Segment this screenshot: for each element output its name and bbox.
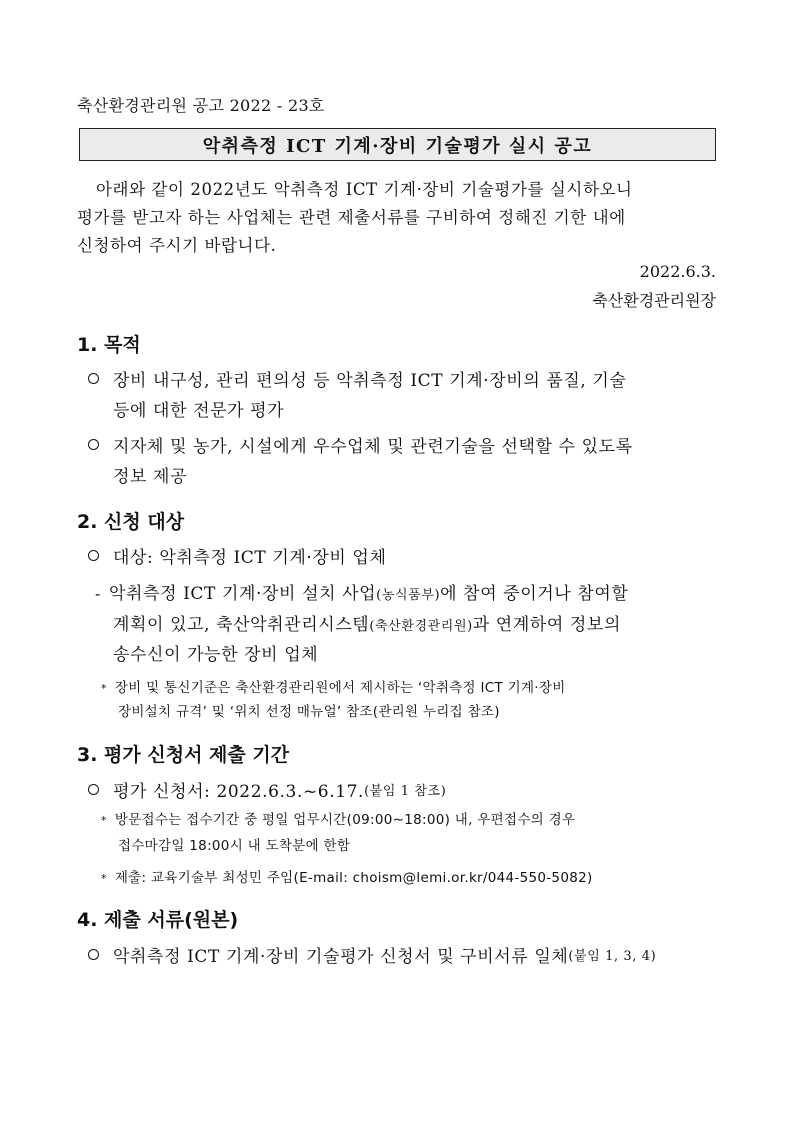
hollow-circle-icon: [88, 949, 99, 960]
note-text: 장비 및 통신기준은 축산환경관리원에서 제시하는 ‘악취측정 ICT 기계·장비: [114, 680, 566, 696]
hollow-circle-icon: [88, 373, 99, 384]
dash-text: 과 연계하여 정보의: [472, 615, 621, 635]
bullet-text: 지자체 및 농가, 시설에게 우수업체 및 관련기술을 선택할 수 있도록: [113, 437, 633, 457]
section-3-note-2: [101, 866, 593, 886]
section-2-dash-line-2: [113, 610, 621, 635]
dash-text: 에 참여 중이거나 참여할: [440, 584, 629, 604]
section-2-dash-line-1: [95, 579, 628, 604]
note-text: 방문접수는 접수기간 중 평일 업무시간(09:00∼18:00) 내, 우편접수의 경우: [114, 812, 576, 828]
bullet-text-small: (붙임 1, 3, 4): [568, 949, 657, 964]
hollow-circle-icon: [88, 439, 99, 450]
section-1-bullet-1: [88, 366, 626, 391]
section-2-note-line-1: [101, 676, 566, 696]
notice-date: 2022.6.3.: [639, 262, 716, 281]
section-2-note-line-2: 장비설치 규격’ 및 ‘위치 선정 매뉴얼’ 참조(관리원 누리집 참조): [118, 704, 500, 720]
bullet-text: 장비 내구성, 관리 편의성 등 악취측정 ICT 기계·장비의 품질, 기술: [113, 371, 627, 391]
section-1-heading: 1. 목적: [77, 334, 141, 356]
bullet-text: 대상: 악취측정 ICT 기계·장비 업체: [113, 548, 387, 568]
section-4-bullet-1: [88, 942, 656, 967]
bullet-text: 악취측정 ICT 기계·장비 기술평가 신청서 및 구비서류 일체: [113, 947, 569, 967]
notice-number: 축산환경관리원 공고 2022 - 23호: [77, 96, 325, 115]
note-marker: *: [101, 682, 107, 695]
dash-text-small: (축산환경관리원): [369, 619, 473, 634]
note-marker: *: [101, 814, 107, 827]
intro-line-3: 신청하여 주시기 바랍니다.: [77, 236, 277, 255]
dash-text-small: (농식품부): [376, 588, 441, 603]
bullet-text: 평가 신청서: 2022.6.3.~6.17.: [113, 782, 365, 802]
section-3-note-1-line-1: [101, 808, 575, 828]
dash-text: 악취측정 ICT 기계·장비 설치 사업: [109, 584, 377, 604]
intro-line-2: 평가를 받고자 하는 사업체는 관련 제출서류를 구비하여 정해진 기한 내에: [77, 208, 626, 227]
intro-line-1: 아래와 같이 2022년도 악취측정 ICT 기계·장비 기술평가를 실시하오니: [96, 180, 633, 199]
section-2-dash-line-3: 송수신이 가능한 장비 업체: [113, 645, 319, 665]
document-title: 악취측정 ICT 기계·장비 기술평가 실시 공고: [202, 135, 593, 157]
section-1-bullet-1-cont: 등에 대한 전문가 평가: [113, 401, 285, 421]
section-4-heading: 4. 제출 서류(원본): [77, 909, 239, 931]
issuer-name: 축산환경관리원장: [592, 291, 716, 310]
title-box: [79, 128, 716, 161]
note-marker: *: [101, 872, 107, 885]
note-text: 제출: 교육기술부 최성민 주임(E-mail: choism@lemi.or.kr/044-550-5082): [114, 870, 593, 886]
section-2-heading: 2. 신청 대상: [77, 511, 185, 533]
section-3-heading: 3. 평가 신청서 제출 기간: [77, 744, 290, 766]
bullet-text-small: (붙임 1 참조): [364, 784, 447, 799]
hollow-circle-icon: [88, 784, 99, 795]
dash-marker: -: [95, 584, 102, 603]
section-1-bullet-2: [88, 432, 633, 457]
section-1-bullet-2-cont: 정보 제공: [113, 467, 188, 487]
section-3-note-1-line-2: 접수마감일 18:00시 내 도착분에 한함: [118, 838, 351, 854]
hollow-circle-icon: [88, 550, 99, 561]
dash-text: 계획이 있고, 축산악취관리시스템: [113, 615, 370, 635]
section-3-bullet-1: [88, 777, 446, 802]
section-2-bullet-1: [88, 543, 386, 568]
